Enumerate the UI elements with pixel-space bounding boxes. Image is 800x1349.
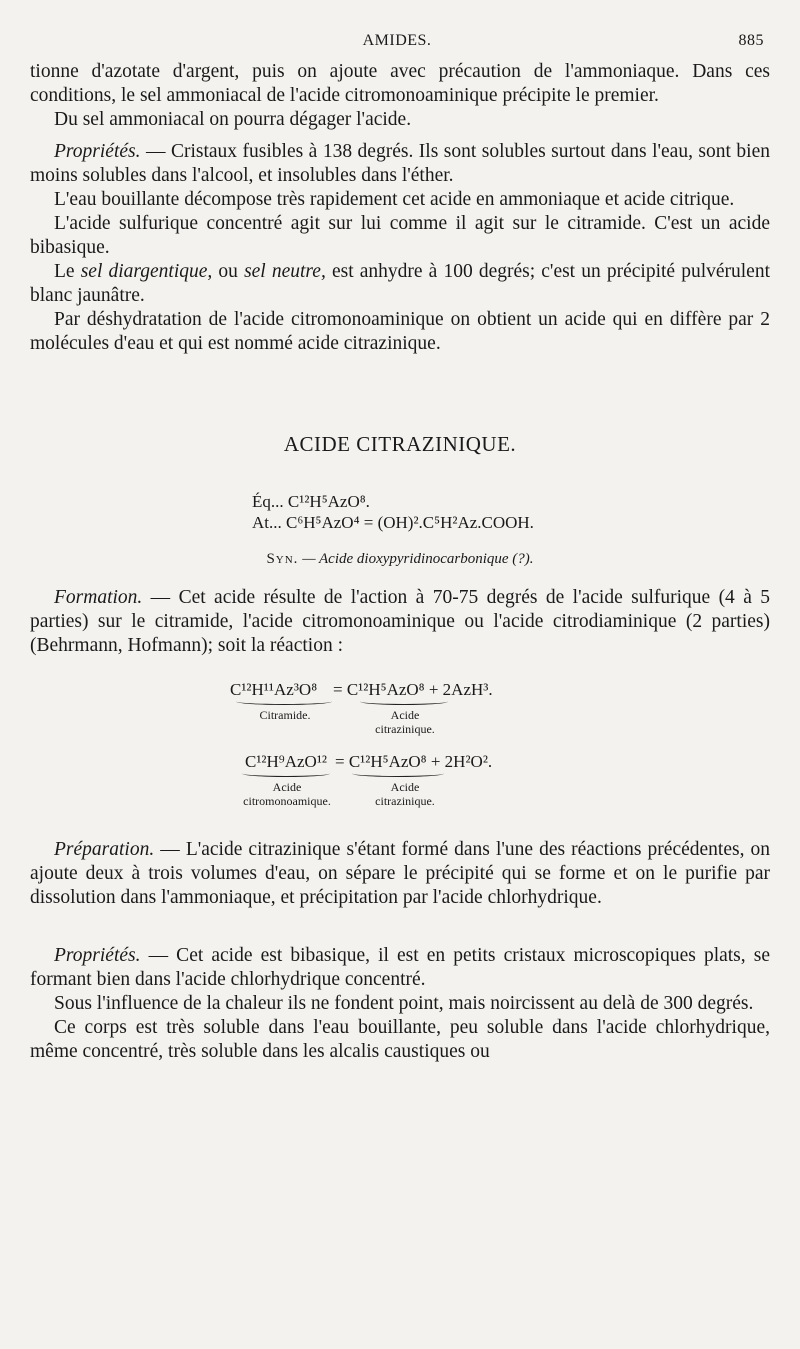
synonym-line [30,551,770,568]
preparation-label: Préparation. [54,839,155,860]
paragraph: tionne d'azotate d'argent, puis on ajoute avec précaution de l'ammoniaque. Dans ces conditions, le sel ammoniacal de l'acide citromonoaminique précipite le premier. [30,61,770,106]
reaction-1 [30,680,770,736]
label-line: Acide [390,708,420,722]
reaction-left: C¹²H⁹AzO¹² [245,752,328,771]
preparation-paragraph [30,838,770,910]
properties-paragraph [30,140,770,188]
page-body [30,60,770,1064]
keyword: sel neutre, [244,261,326,282]
formula-atomic: At... C⁶H⁵AzO⁴ = (OH)².C⁵H²Az.COOH. [252,513,534,532]
paragraph [30,260,770,308]
section-title: ACIDE CITRAZINIQUE. [283,432,517,456]
properties-text: — Cristaux fusibles à 138 degrés. Ils sont solubles surtout dans l'eau, sont bien moins solubles dans l'alcool, et insolubles dans l'éther. [30,141,770,186]
underbrace [236,698,332,705]
properties-label: Propriétés. [54,945,141,966]
label-line: citrazinique. [375,722,435,736]
formula-block [252,491,770,533]
underbrace [360,698,448,705]
properties-paragraph [30,944,770,992]
reaction-label [355,780,455,808]
formula-equivalent: Éq... C¹²H⁵AzO⁸. [252,492,370,511]
underbrace [352,770,444,777]
properties-label: Propriétés. [54,141,141,162]
running-title: AMIDES. [362,32,432,49]
label-line: Acide [390,780,420,794]
properties-text: — Cet acide est bibasique, il est en petits cristaux microscopiques plats, se formant bien dans l'acide chlorhydrique concentré. [30,945,770,990]
underbrace [242,770,330,777]
reaction-right: = C¹²H⁵AzO⁸ + 2AzH³. [333,680,493,699]
reaction-left: C¹²H¹¹Az³O⁸ [230,680,318,699]
running-header [30,32,764,54]
paragraph: L'eau bouillante décompose très rapidement cet acide en ammoniaque et acide citrique. [54,189,735,210]
keyword: sel diargentique, [80,261,213,282]
label-line: citromonoamique. [243,794,331,808]
text-run: est anhydre à 100 degrés; c'est un précipité pulvérulent blanc jaunâtre. [30,261,771,306]
text-run: Le [54,261,81,282]
synonym-label: Syn. [266,551,299,567]
label-line: Acide [272,780,302,794]
paragraph: Du sel ammoniacal on pourra dégager l'acide. [54,109,412,130]
formation-label: Formation. [54,587,143,608]
paragraph: Ce corps est très soluble dans l'eau bouillante, peu soluble dans l'acide chlorhydrique, même concentré, très soluble dans les alcalis caustiques ou [30,1017,770,1062]
preparation-text: — L'acide citrazinique s'étant formé dans l'une des réactions précédentes, on ajoute deux à trois volumes d'eau, on sépare le précipité qui se forme et on le purifie par dissolution dans l'ammoniaque, et précipitation par l'acide chlorhydrique. [30,839,770,908]
paragraph: Sous l'influence de la chaleur ils ne fondent point, mais noircissent au delà de 300 degrés. [54,993,754,1014]
reaction-label [355,708,455,736]
formation-text: — Cet acide résulte de l'action à 70-75 degrés de l'acide sulfurique (4 à 5 parties) sur le citramide, l'acide citromonoaminique ou l'acide citrodiaminique (2 parties) (Behrmann, Hofmann); soit la réaction : [30,587,770,656]
reaction-right: = C¹²H⁵AzO⁸ + 2H²O². [335,752,493,771]
paragraph: Par déshydratation de l'acide citromonoaminique on obtient un acide qui en diffère par 2 molécules d'eau et qui est nommé acide citrazinique. [30,309,770,354]
text-run: ou [212,261,245,282]
reaction-2 [30,752,770,808]
page-number: 885 [738,32,764,49]
paragraph: L'acide sulfurique concentré agit sur lui comme il agit sur le citramide. C'est un acide bibasique. [30,213,770,258]
reaction-label: Citramide. [259,708,311,722]
formation-paragraph [30,586,770,658]
reaction-label [226,780,348,808]
synonym-text: — Acide dioxypyridinocarbonique (?). [302,551,534,567]
label-line: citrazinique. [375,794,435,808]
